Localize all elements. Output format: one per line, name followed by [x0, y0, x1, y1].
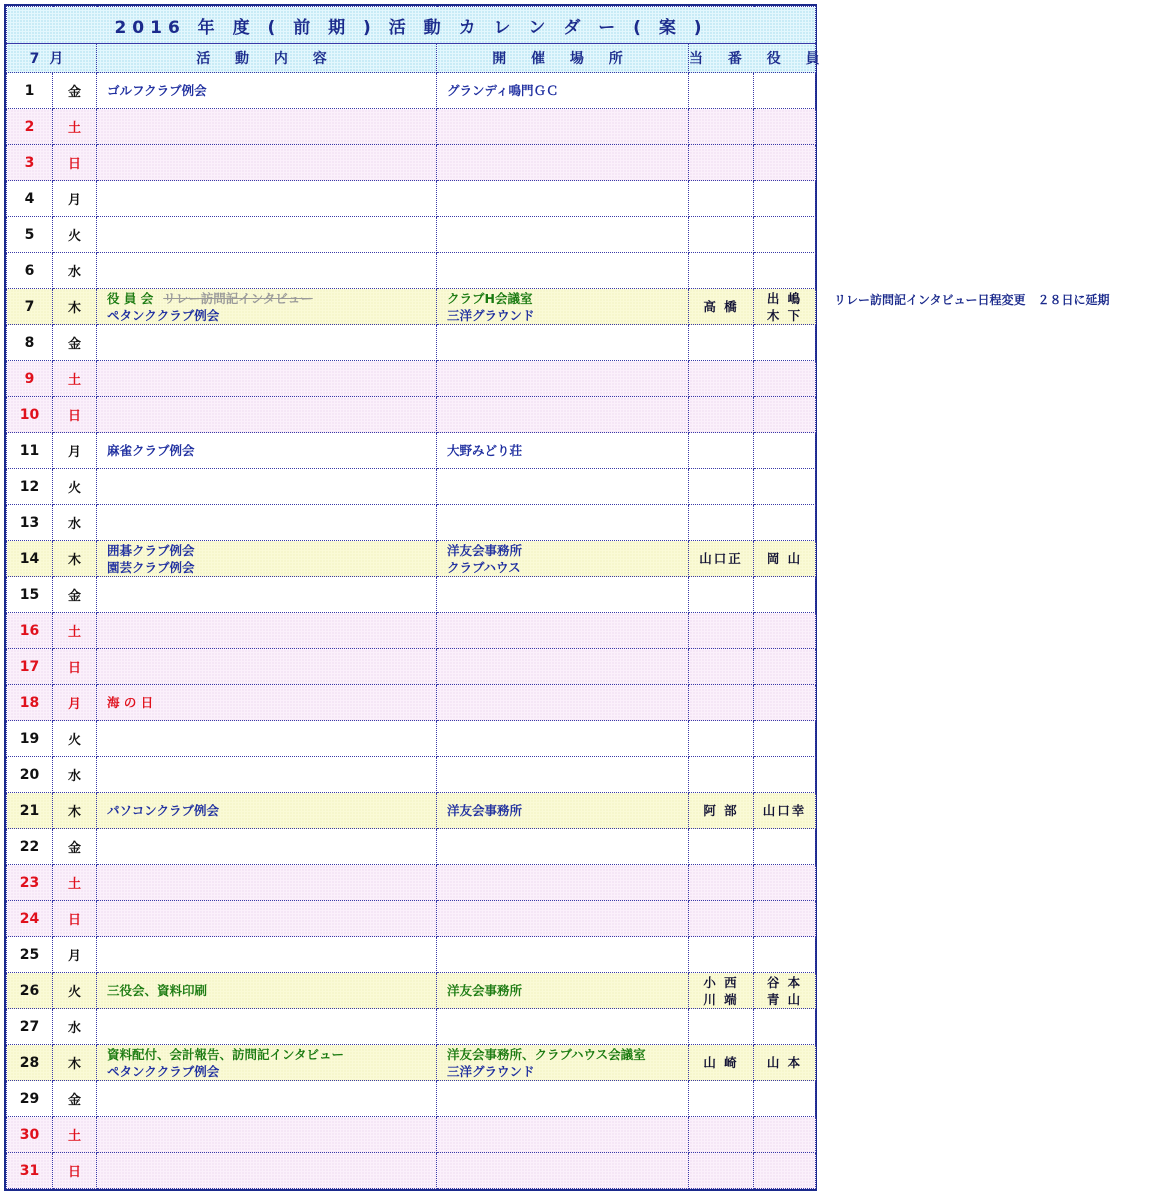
venue-cell[interactable] [437, 613, 689, 649]
day-number: 29 [7, 1081, 53, 1117]
weekday: 月 [53, 433, 97, 469]
day-number: 13 [7, 505, 53, 541]
activity-line [107, 559, 436, 576]
day-row [7, 253, 816, 289]
day-number: 6 [7, 253, 53, 289]
activity-cell[interactable] [97, 1081, 437, 1117]
activity-header: 活 動 内 容 [97, 44, 437, 73]
venue-cell[interactable] [437, 901, 689, 937]
duty-officer-1-cell[interactable] [689, 397, 754, 433]
activity-cell[interactable] [97, 685, 437, 721]
venue-text: 洋友会事務所 [447, 803, 523, 818]
venue-cell[interactable] [437, 181, 689, 217]
activity-line [107, 802, 436, 819]
duty-officer-1-cell[interactable] [689, 145, 754, 181]
venue-header: 開 催 場 所 [437, 44, 689, 73]
activity-line [107, 442, 436, 459]
weekday: 水 [53, 253, 97, 289]
day-row [7, 1009, 816, 1045]
venue-cell[interactable] [437, 1009, 689, 1045]
activity-line [107, 694, 436, 711]
weekday: 水 [53, 1009, 97, 1045]
venue-text: 三洋グラウンド [447, 1063, 535, 1079]
venue-cell[interactable] [437, 289, 689, 325]
venue-cell[interactable] [437, 577, 689, 613]
weekday: 土 [53, 613, 97, 649]
day-row [7, 721, 816, 757]
day-number: 17 [7, 649, 53, 685]
duty-officer-1-cell[interactable] [689, 361, 754, 397]
day-row [7, 361, 816, 397]
day-row [7, 865, 816, 901]
day-number: 7 [7, 289, 53, 325]
weekday: 木 [53, 793, 97, 829]
activity-cell[interactable] [97, 325, 437, 361]
day-number: 23 [7, 865, 53, 901]
day-row [7, 937, 816, 973]
duty-officer-1-cell[interactable] [689, 217, 754, 253]
day-row [7, 109, 816, 145]
day-number: 3 [7, 145, 53, 181]
duty-officer-1-cell[interactable] [689, 253, 754, 289]
venue-text: グランディ鳴門ＧＣ [447, 83, 559, 98]
venue-cell[interactable] [437, 73, 689, 109]
officer-name: 阿 部 [703, 803, 739, 818]
day-number: 10 [7, 397, 53, 433]
day-row [7, 433, 816, 469]
duty-officer-1-cell[interactable] [689, 577, 754, 613]
venue-cell[interactable] [437, 145, 689, 181]
duty-officer-2-cell[interactable] [754, 613, 816, 649]
duty-officer-2-cell[interactable] [754, 433, 816, 469]
venue-cell[interactable] [437, 217, 689, 253]
day-number: 11 [7, 433, 53, 469]
duty-officer-2-cell[interactable] [754, 217, 816, 253]
duty-officer-2-cell[interactable] [754, 865, 816, 901]
day-number: 12 [7, 469, 53, 505]
weekday: 日 [53, 649, 97, 685]
weekday: 金 [53, 1081, 97, 1117]
day-row [7, 577, 816, 613]
activity-cell[interactable] [97, 217, 437, 253]
day-row [7, 829, 816, 865]
duty-officer-2-cell[interactable] [754, 1153, 816, 1189]
activity-cell[interactable] [97, 541, 437, 577]
officer-name: 青 山 [766, 991, 803, 1007]
weekday: 木 [53, 1045, 97, 1081]
weekday: 火 [53, 469, 97, 505]
duty-header: 当 番 役 員 [689, 44, 816, 73]
duty-officer-1-cell[interactable] [689, 109, 754, 145]
day-number: 9 [7, 361, 53, 397]
activity-line [107, 982, 436, 999]
day-row [7, 901, 816, 937]
day-number: 19 [7, 721, 53, 757]
activity-cell[interactable] [97, 361, 437, 397]
day-number: 27 [7, 1009, 53, 1045]
day-row [7, 541, 816, 577]
venue-cell[interactable] [437, 829, 689, 865]
header-row [7, 44, 816, 73]
weekday: 日 [53, 901, 97, 937]
activity-text: ゴルフクラブ例会 [107, 83, 207, 98]
activity-calendar-sheet [4, 4, 830, 1191]
activity-cell[interactable] [97, 613, 437, 649]
day-row [7, 793, 816, 829]
activity-cell[interactable] [97, 649, 437, 685]
officer-name: 山 本 [766, 1055, 803, 1070]
officer-name: 川 端 [703, 991, 739, 1007]
duty-officer-1-cell[interactable] [689, 505, 754, 541]
day-row [7, 325, 816, 361]
venue-cell[interactable] [437, 505, 689, 541]
day-number: 15 [7, 577, 53, 613]
duty-officer-1-cell[interactable] [689, 757, 754, 793]
day-number: 8 [7, 325, 53, 361]
venue-cell[interactable] [437, 541, 689, 577]
duty-officer-1-cell[interactable] [689, 433, 754, 469]
officer-name: 谷 本 [766, 974, 803, 990]
venue-cell[interactable] [437, 253, 689, 289]
venue-cell[interactable] [437, 469, 689, 505]
duty-officer-1-cell[interactable] [689, 469, 754, 505]
activity-text: 資料配付、会計報告、訪問記インタビュー [107, 1046, 345, 1062]
duty-officer-2-cell[interactable] [754, 937, 816, 973]
day-number: 5 [7, 217, 53, 253]
weekday: 金 [53, 73, 97, 109]
duty-officer-1-cell[interactable] [689, 73, 754, 109]
duty-officer-2-cell[interactable] [754, 541, 816, 577]
duty-officer-1-cell[interactable] [689, 829, 754, 865]
duty-officer-2-cell[interactable] [754, 757, 816, 793]
day-row [7, 289, 816, 325]
duty-officer-2-cell[interactable] [754, 1045, 816, 1081]
weekday: 木 [53, 289, 97, 325]
activity-text: パソコンクラブ例会 [107, 803, 220, 818]
weekday: 日 [53, 1153, 97, 1189]
day-row [7, 217, 816, 253]
activity-cell[interactable] [97, 505, 437, 541]
activity-line [107, 307, 436, 324]
day-number: 1 [7, 73, 53, 109]
activity-cell[interactable] [97, 1153, 437, 1189]
duty-officer-2-cell[interactable] [754, 649, 816, 685]
activity-cell[interactable] [97, 829, 437, 865]
duty-officer-2-cell[interactable] [754, 721, 816, 757]
activity-cell[interactable] [97, 577, 437, 613]
weekday: 土 [53, 1117, 97, 1153]
venue-text: クラブハウス [447, 559, 521, 575]
venue-cell[interactable] [437, 1045, 689, 1081]
duty-officer-2-cell[interactable] [754, 901, 816, 937]
activity-cell[interactable] [97, 865, 437, 901]
duty-officer-2-cell[interactable] [754, 145, 816, 181]
duty-officer-1-cell[interactable] [689, 181, 754, 217]
duty-officer-1-cell[interactable] [689, 289, 754, 325]
venue-cell[interactable] [437, 325, 689, 361]
venue-cell[interactable] [437, 1117, 689, 1153]
venue-cell[interactable] [437, 865, 689, 901]
activity-cell[interactable] [97, 1045, 437, 1081]
day-row [7, 757, 816, 793]
day-row [7, 973, 816, 1009]
duty-officer-2-cell[interactable] [754, 181, 816, 217]
weekday: 日 [53, 145, 97, 181]
duty-officer-2-cell[interactable] [754, 973, 816, 1009]
activity-cell[interactable] [97, 1009, 437, 1045]
activity-cell[interactable] [97, 289, 437, 325]
duty-officer-2-cell[interactable] [754, 829, 816, 865]
duty-officer-1-cell[interactable] [689, 1009, 754, 1045]
duty-officer-2-cell[interactable] [754, 469, 816, 505]
duty-officer-2-cell[interactable] [754, 577, 816, 613]
venue-text: 洋友会事務所 [447, 983, 523, 998]
duty-officer-2-cell[interactable] [754, 325, 816, 361]
day-number: 20 [7, 757, 53, 793]
schedule-change-note: リレー訪問記インタビュー日程変更 ２８日に延期 [834, 293, 1110, 307]
activity-cell[interactable] [97, 469, 437, 505]
day-number: 25 [7, 937, 53, 973]
weekday: 水 [53, 505, 97, 541]
activity-text: 海 の 日 [107, 695, 154, 710]
duty-officer-2-cell[interactable] [754, 361, 816, 397]
day-row [7, 613, 816, 649]
day-row [7, 145, 816, 181]
officer-name: 木 下 [766, 307, 803, 323]
duty-officer-2-cell[interactable] [754, 1009, 816, 1045]
venue-text: 洋友会事務所、クラブハウス会議室 [447, 1046, 646, 1062]
officer-name: 山 崎 [703, 1055, 739, 1070]
duty-officer-2-cell[interactable] [754, 109, 816, 145]
day-number: 30 [7, 1117, 53, 1153]
month-header: 7月 [7, 44, 97, 73]
activity-text: 麻雀クラブ例会 [107, 443, 195, 458]
activity-cell[interactable] [97, 433, 437, 469]
day-number: 4 [7, 181, 53, 217]
calendar-title: 2016 年 度 ( 前 期 ) 活 動 カ レ ン ダ ー ( 案 ) [7, 7, 816, 44]
duty-officer-1-cell[interactable] [689, 325, 754, 361]
duty-officer-1-cell[interactable] [689, 649, 754, 685]
day-number: 21 [7, 793, 53, 829]
activity-cell[interactable] [97, 73, 437, 109]
day-row [7, 505, 816, 541]
duty-officer-2-cell[interactable] [754, 793, 816, 829]
duty-officer-2-cell[interactable] [754, 1117, 816, 1153]
weekday: 火 [53, 217, 97, 253]
day-number: 18 [7, 685, 53, 721]
day-row [7, 181, 816, 217]
activity-cell[interactable] [97, 721, 437, 757]
weekday: 土 [53, 109, 97, 145]
officer-name: 出 嶋 [766, 290, 803, 306]
day-number: 28 [7, 1045, 53, 1081]
activity-text: ペタンククラブ例会 [107, 1063, 220, 1079]
weekday: 金 [53, 829, 97, 865]
activity-cell[interactable] [97, 181, 437, 217]
activity-line [107, 290, 436, 307]
day-row [7, 469, 816, 505]
weekday: 金 [53, 325, 97, 361]
activity-line [107, 1063, 436, 1080]
day-row [7, 649, 816, 685]
duty-officer-1-cell[interactable] [689, 1117, 754, 1153]
venue-text: 大野みどり荘 [447, 443, 523, 458]
duty-officer-1-cell[interactable] [689, 541, 754, 577]
duty-officer-2-cell[interactable] [754, 685, 816, 721]
activity-text: ペタンククラブ例会 [107, 307, 220, 323]
venue-text: クラブH会議室 [447, 290, 533, 306]
weekday: 水 [53, 757, 97, 793]
day-row [7, 397, 816, 433]
duty-officer-1-cell[interactable] [689, 937, 754, 973]
activity-text: 役 員 会 [107, 290, 154, 306]
venue-cell[interactable] [437, 361, 689, 397]
duty-officer-1-cell[interactable] [689, 1045, 754, 1081]
activity-cell[interactable] [97, 901, 437, 937]
day-number: 31 [7, 1153, 53, 1189]
duty-officer-1-cell[interactable] [689, 613, 754, 649]
weekday: 火 [53, 721, 97, 757]
officer-name: 小 西 [703, 974, 739, 990]
day-row [7, 1153, 816, 1189]
activity-line [107, 542, 436, 559]
day-number: 22 [7, 829, 53, 865]
weekday: 土 [53, 361, 97, 397]
weekday: 月 [53, 937, 97, 973]
venue-cell[interactable] [437, 757, 689, 793]
activity-cell[interactable] [97, 145, 437, 181]
venue-cell[interactable] [437, 685, 689, 721]
activity-cell[interactable] [97, 1117, 437, 1153]
duty-officer-2-cell[interactable] [754, 505, 816, 541]
weekday: 土 [53, 865, 97, 901]
weekday: 日 [53, 397, 97, 433]
weekday: 月 [53, 685, 97, 721]
duty-officer-1-cell[interactable] [689, 685, 754, 721]
duty-officer-1-cell[interactable] [689, 721, 754, 757]
activity-cell[interactable] [97, 793, 437, 829]
day-number: 2 [7, 109, 53, 145]
day-row [7, 1045, 816, 1081]
calendar-table [6, 6, 830, 1189]
venue-cell[interactable] [437, 109, 689, 145]
venue-cell[interactable] [437, 649, 689, 685]
duty-officer-1-cell[interactable] [689, 865, 754, 901]
officer-name: 山口幸 [762, 803, 807, 818]
day-number: 14 [7, 541, 53, 577]
activity-text: 園芸クラブ例会 [107, 559, 195, 575]
duty-officer-1-cell[interactable] [689, 1153, 754, 1189]
officer-name: 高 橋 [703, 299, 739, 314]
activity-cell[interactable] [97, 757, 437, 793]
activity-cell[interactable] [97, 109, 437, 145]
venue-cell[interactable] [437, 397, 689, 433]
day-number: 16 [7, 613, 53, 649]
duty-officer-2-cell[interactable] [754, 73, 816, 109]
venue-cell[interactable] [437, 973, 689, 1009]
duty-officer-2-cell[interactable] [754, 397, 816, 433]
venue-cell[interactable] [437, 433, 689, 469]
weekday: 火 [53, 973, 97, 1009]
day-number: 24 [7, 901, 53, 937]
officer-name: 岡 山 [766, 551, 803, 566]
day-row [7, 1117, 816, 1153]
duty-officer-1-cell[interactable] [689, 1081, 754, 1117]
venue-text: 洋友会事務所 [447, 542, 523, 558]
duty-officer-1-cell[interactable] [689, 973, 754, 1009]
officer-name: 山口正 [699, 551, 743, 566]
duty-officer-2-cell[interactable] [754, 289, 816, 325]
venue-cell[interactable] [437, 1081, 689, 1117]
activity-text: 囲碁クラブ例会 [107, 542, 195, 558]
duty-officer-1-cell[interactable] [689, 793, 754, 829]
struck-activity-text: リレー訪問記インタビュー [163, 290, 313, 306]
weekday: 金 [53, 577, 97, 613]
activity-cell[interactable] [97, 397, 437, 433]
venue-cell[interactable] [437, 793, 689, 829]
activity-text: 三役会、資料印刷 [107, 983, 208, 998]
activity-cell[interactable] [97, 253, 437, 289]
venue-cell[interactable] [437, 937, 689, 973]
duty-officer-2-cell[interactable] [754, 1081, 816, 1117]
activity-line [107, 82, 436, 99]
title-row [7, 7, 816, 44]
duty-officer-1-cell[interactable] [689, 901, 754, 937]
venue-cell[interactable] [437, 721, 689, 757]
day-row [7, 73, 816, 109]
weekday: 月 [53, 181, 97, 217]
venue-cell[interactable] [437, 1153, 689, 1189]
day-number: 26 [7, 973, 53, 1009]
activity-cell[interactable] [97, 937, 437, 973]
venue-text: 三洋グラウンド [447, 307, 535, 323]
duty-officer-2-cell[interactable] [754, 253, 816, 289]
weekday: 木 [53, 541, 97, 577]
activity-line [107, 1046, 436, 1063]
day-row [7, 685, 816, 721]
activity-cell[interactable] [97, 973, 437, 1009]
day-row [7, 1081, 816, 1117]
